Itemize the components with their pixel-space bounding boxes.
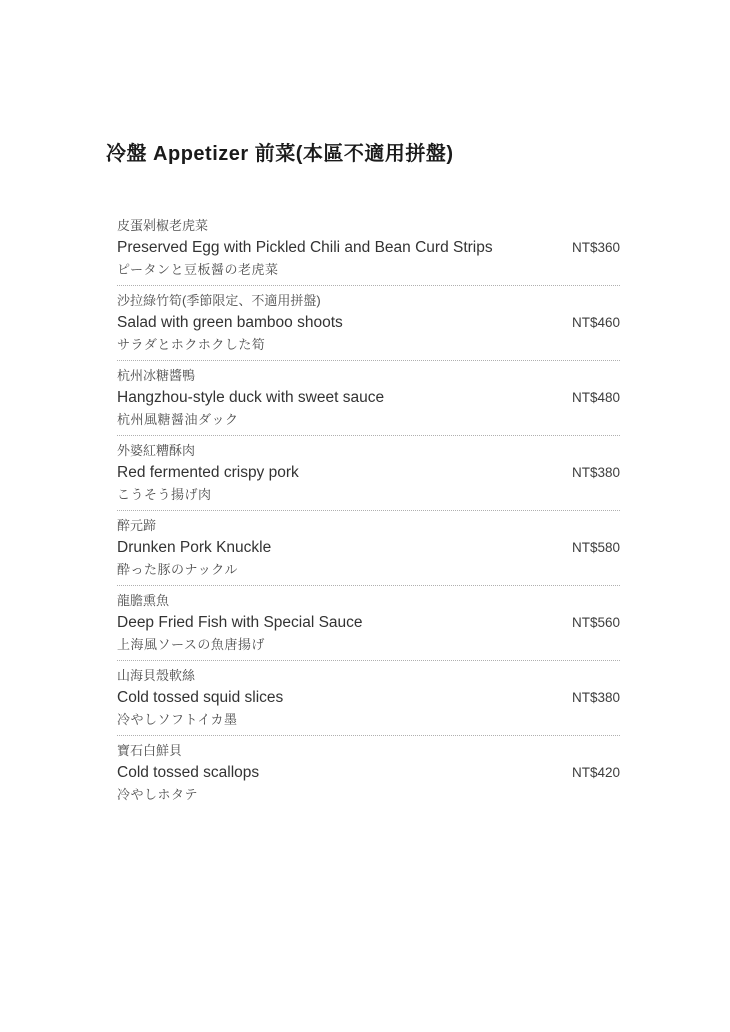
dish-price: NT$580 bbox=[571, 540, 620, 555]
dish-name-chinese: 杭州冰糖醬鴨 bbox=[117, 368, 196, 383]
dish-price: NT$360 bbox=[571, 240, 620, 255]
dish-name-chinese: 沙拉綠竹筍(季節限定、不適用拼盤) bbox=[117, 293, 321, 308]
dish-price: NT$380 bbox=[571, 465, 620, 480]
dish-price: NT$460 bbox=[571, 315, 620, 330]
dish-name-japanese: ピータンと豆板醤の老虎菜 bbox=[117, 262, 279, 277]
dish-name-chinese: 寶石白鮮貝 bbox=[117, 743, 183, 758]
dish-row bbox=[117, 387, 620, 408]
dish-row bbox=[117, 537, 620, 558]
menu-item bbox=[117, 436, 620, 511]
menu-item bbox=[117, 586, 620, 661]
dish-name-english: Salad with green bamboo shoots bbox=[117, 314, 343, 331]
dish-name-japanese: 酔った豚のナックル bbox=[117, 562, 238, 577]
dish-row bbox=[117, 237, 620, 258]
dish-name-japanese: 杭州風糖醤油ダック bbox=[117, 412, 239, 427]
dish-name-english: Hangzhou-style duck with sweet sauce bbox=[117, 389, 385, 406]
menu-item bbox=[117, 736, 620, 810]
dish-price: NT$480 bbox=[571, 390, 620, 405]
page-title: 冷盤 Appetizer 前菜(本區不適用拼盤) bbox=[106, 143, 454, 165]
dish-row bbox=[117, 612, 620, 633]
dish-price: NT$560 bbox=[571, 615, 620, 630]
menu-item bbox=[117, 361, 620, 436]
dish-name-japanese: 冷やしホタテ bbox=[117, 787, 199, 802]
dish-name-english: Drunken Pork Knuckle bbox=[117, 539, 272, 556]
dish-name-chinese: 山海貝殼軟絲 bbox=[117, 668, 196, 683]
menu-item bbox=[117, 211, 620, 286]
dish-name-english: Cold tossed scallops bbox=[117, 764, 260, 781]
dish-row bbox=[117, 462, 620, 483]
dish-name-japanese: 上海風ソースの魚唐揚げ bbox=[117, 637, 265, 652]
dish-name-english: Preserved Egg with Pickled Chili and Bean Curd Strips bbox=[117, 239, 493, 256]
dish-name-chinese: 外婆紅糟酥肉 bbox=[117, 443, 196, 458]
dish-name-japanese: 冷やしソフトイカ墨 bbox=[117, 712, 238, 727]
dish-name-english: Red fermented crispy pork bbox=[117, 464, 299, 481]
dish-name-japanese: サラダとホクホクした筍 bbox=[117, 337, 266, 352]
dish-name-english: Deep Fried Fish with Special Sauce bbox=[117, 614, 363, 631]
dish-row bbox=[117, 687, 620, 708]
menu-item bbox=[117, 661, 620, 736]
dish-name-chinese: 龍膽熏魚 bbox=[117, 593, 170, 608]
dish-row bbox=[117, 762, 620, 783]
dish-price: NT$420 bbox=[571, 765, 620, 780]
dish-row bbox=[117, 312, 620, 333]
dish-name-chinese: 醉元蹄 bbox=[117, 518, 157, 533]
menu-item bbox=[117, 286, 620, 361]
dish-name-japanese: こうそう揚げ肉 bbox=[117, 487, 212, 502]
menu-list bbox=[117, 211, 620, 810]
dish-name-chinese: 皮蛋剁椒老虎菜 bbox=[117, 218, 209, 233]
dish-name-english: Cold tossed squid slices bbox=[117, 689, 284, 706]
menu-item bbox=[117, 511, 620, 586]
dish-price: NT$380 bbox=[571, 690, 620, 705]
